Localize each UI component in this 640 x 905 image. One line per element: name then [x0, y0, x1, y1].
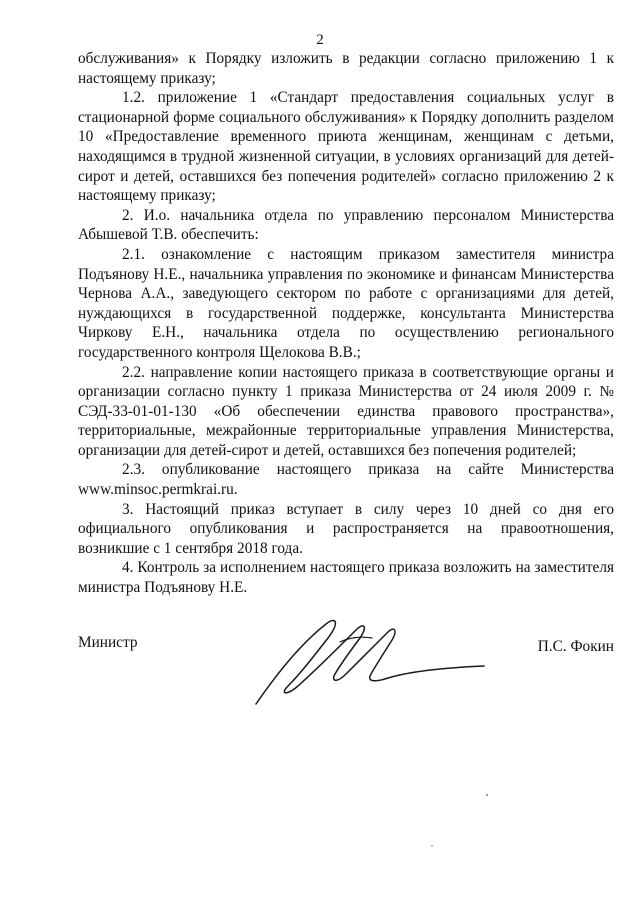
signatory-title: Министр: [78, 634, 138, 651]
paragraph-2-3: 2.3. опубликование настоящего приказа на сайте Министерства www.minsoc.permkrai.ru.: [78, 461, 614, 499]
paragraph-2-1: 2.1. ознакомление с настоящим приказом заместителя министра Подъянову Н.Е., начальника управления по экономике и финансам Министерства Чернова А.А., заведующего сектором по работе с организациями для детей, нуждающихся в государственной поддержке, консультанта Министерства Чиркову Е.Н., начальника отдела по осуществлению регионального государственного контроля Щелокова В.В.;: [78, 245, 614, 361]
paragraph-2-2: 2.2. направление копии настоящего приказа в соответствующие органы и организации согласно пункту 1 приказа Министерства от 24 июля 2009 г. № СЭД-33-01-01-130 «Об обеспечении единства правового пространства», территориальные, межрайонные территориальные управления Министерства, организации для детей-сирот и детей, оставшихся без попечения родителей;: [78, 363, 614, 459]
handwritten-signature: [248, 612, 488, 712]
signatory-name: П.С. Фокин: [537, 638, 614, 655]
document-body: [78, 49, 614, 598]
paragraph-4: 4. Контроль за исполнением настоящего приказа возложить на заместителя министра Подъянову Н.Е.: [78, 559, 614, 597]
signature-block: [78, 634, 614, 714]
paragraph-1-1-continuation: обслуживания» к Порядку изложить в редакции согласно приложению 1 к настоящему приказу;: [78, 50, 614, 87]
paragraph-3: 3. Настоящий приказ вступает в силу через 10 дней со дня его официального опубликования и распространяется на правоотношения, возникшие с 1 сентября 2018 года.: [78, 500, 614, 557]
paragraph-2: 2. И.о. начальника отдела по управлению персоналом Министерства Абышевой Т.В. обеспечить:: [78, 206, 614, 244]
page-number: 2: [316, 32, 324, 48]
paragraph-1-2: 1.2. приложение 1 «Стандарт предоставления социальных услуг в стационарной форме социального обслуживания» к Порядку дополнить разделом 10 «Предоставление временного приюта женщинам, женщинам с детьми, находящимся в трудной жизненной ситуации, в условиях организаций для детей-сирот и детей, оставшихся без попечения родителей» согласно приложению 2 к настоящему приказу;: [78, 89, 614, 205]
